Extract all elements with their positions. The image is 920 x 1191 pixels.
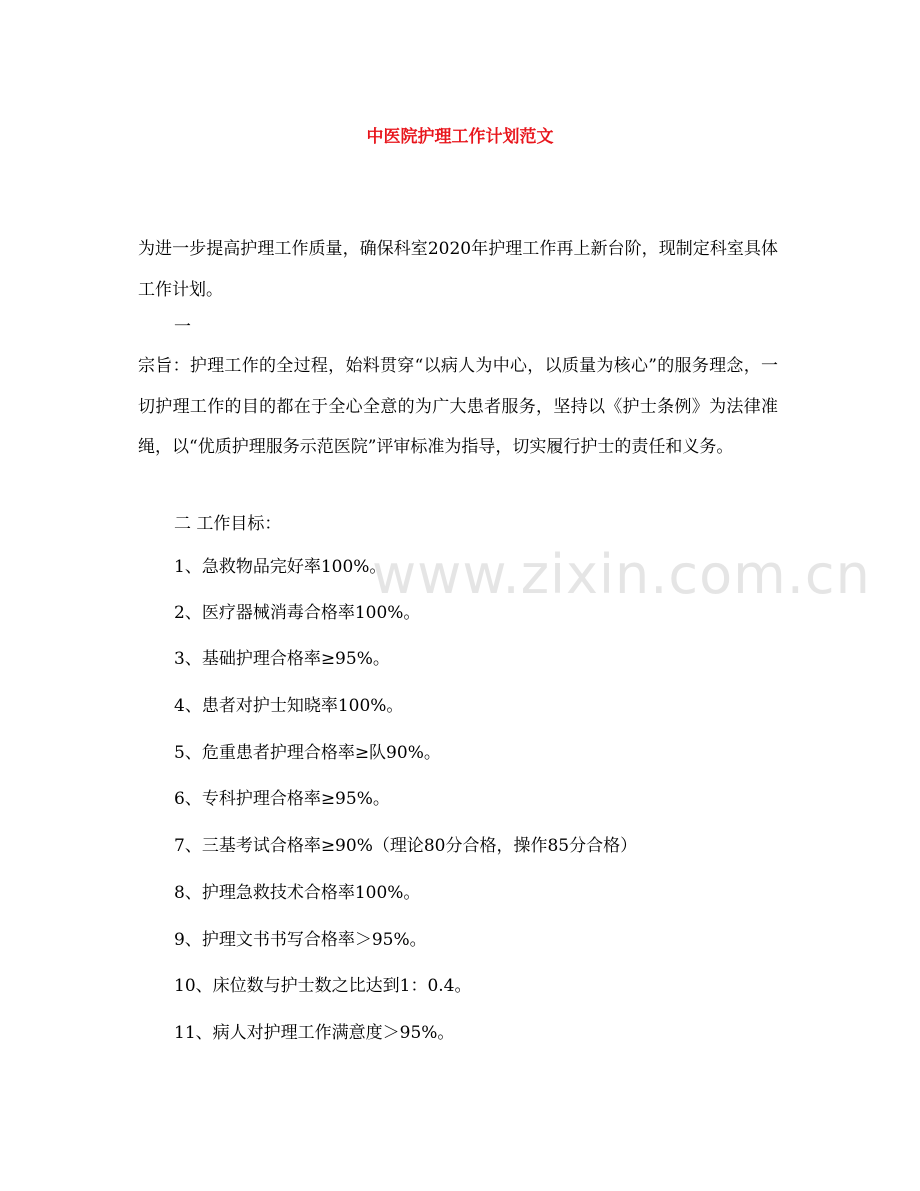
goal-item: 2、医疗器械消毒合格率100%。 xyxy=(174,603,421,623)
goal-item: 9、护理文书书写合格率＞95%。 xyxy=(174,930,427,950)
intro-paragraph: 为进一步提高护理工作质量，确保科室2020年护理工作再上新台阶，现制定科室具体工作计划。 xyxy=(138,239,778,300)
goal-item: 3、基础护理合格率≥95%。 xyxy=(174,649,390,669)
goal-item: 5、危重患者护理合格率≥队90%。 xyxy=(174,743,441,763)
goal-item: 6、专科护理合格率≥95%。 xyxy=(174,789,390,809)
section-one-label: 一 xyxy=(174,317,191,337)
section-two-heading: 二 工作目标： xyxy=(174,514,282,534)
purpose-paragraph: 宗旨：护理工作的全过程，始料贯穿“以病人为中心，以质量为核心”的服务理念，一切护理工作的目的都在于全心全意的为广大患者服务，坚持以《护士条例》为法律准绳，以“优质护理服务示范医院”评审标准为指导，切实履行护士的责任和义务。 xyxy=(138,356,778,457)
goal-item: 1、急救物品完好率100%。 xyxy=(174,557,387,577)
goal-item: 4、患者对护士知晓率100%。 xyxy=(174,696,404,716)
watermark-text: www.zixin.com.cn xyxy=(372,543,871,606)
goal-item: 10、床位数与护士数之比达到1：0.4。 xyxy=(174,976,472,996)
goal-item: 11、病人对护理工作满意度＞95%。 xyxy=(174,1023,455,1043)
document-title: 中医院护理工作计划范文 xyxy=(366,127,554,147)
goal-item: 8、护理急救技术合格率100%。 xyxy=(174,883,421,903)
goal-item: 7、三基考试合格率≥90%（理论80分合格，操作85分合格） xyxy=(174,836,638,856)
